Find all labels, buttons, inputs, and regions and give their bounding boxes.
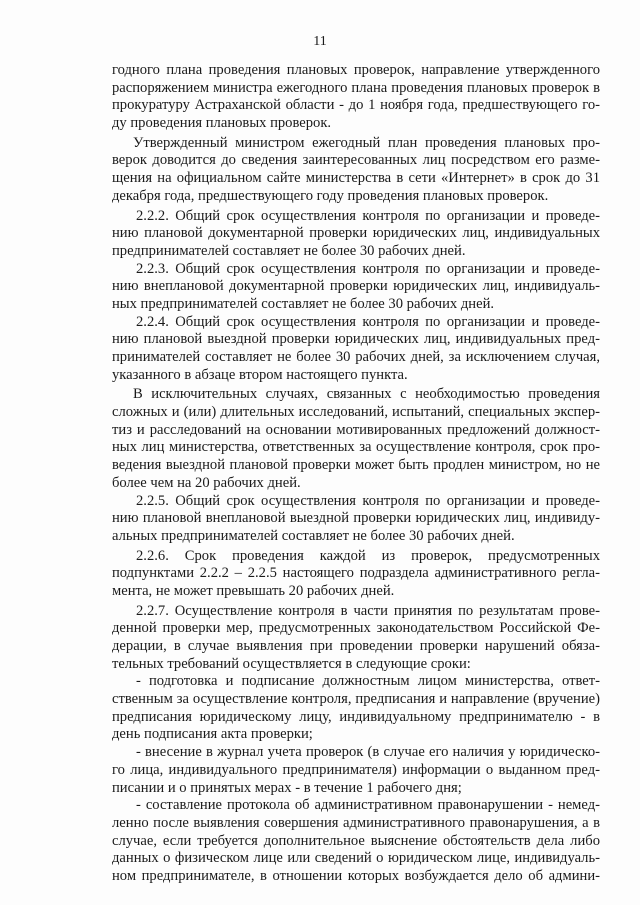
text-line: ственным за осуществление контроля, предписания и направление (вручение) [112,691,600,708]
text-line: Утвержденный министром ежегодный план проведения плановых про- [133,134,600,151]
text-line: тиз и расследований на основании мотивированных предложений должност- [112,421,600,438]
text-line: годного плана проведения плановых проверок, направление утвержденного [112,62,600,78]
text-line: декабря года, предшествующего году проведения плановых проверок. [112,187,549,204]
text-line: нию внеплановой документарной проверки юридических лиц, индивидуаль- [112,278,600,295]
text-line: данных о физическом лице или сведений о юридическом лице, индивидуаль- [112,850,600,867]
text-line: ных лиц министерства, ответственных за осуществление контроля, срок про- [112,439,600,456]
text-line: щения на официальном сайте министерства в сети «Интернет» в срок до 31 [112,170,600,187]
text-line: предпринимателей составляет не более 30 рабочих дней. [112,242,466,259]
text-line: 2.2.4. Общий срок осуществления контроля по организации и проведе- [136,313,600,330]
text-line: случае, если требуется дополнительное выяснение обстоятельств дела либо [112,832,600,849]
text-line: ду проведения плановых проверок. [112,115,332,132]
text-line: 2.2.5. Общий срок осуществления контроля по организации и проведе- [136,492,600,509]
text-line: распоряжением министра ежегодного плана проведения плановых проверок в [112,79,600,96]
text-line: тельных требований осуществляется в следующие сроки: [112,655,471,672]
page-number: 11 [313,34,327,49]
text-line: 2.2.7. Осуществление контроля в части принятия по результатам прове- [136,602,600,619]
text-line: сложных и (или) длительных исследований, испытаний, специальных экспер- [112,404,600,421]
text-line: альных предпринимателей составляет не более 30 рабочих дней. [112,527,515,544]
text-line: В исключительных случаях, связанных с необходимостью проведения [133,386,600,403]
text-line: принимателей составляет не более 30 рабочих дней, за исключением случая, [112,349,600,365]
text-line: дерации, в случае выявления при проведении проверки нарушений обяза- [112,638,600,654]
text-line: денной проверки мер, предусмотренных законодательством Российской Фе- [112,620,600,637]
text-line: ведения выездной плановой проверки может быть продлен министром, но не [112,457,600,474]
text-line: ленно после выявления совершения административного правонарушения, а в [112,814,600,831]
text-line: - внесение в журнал учета проверок (в случае его наличия у юридическо- [136,744,600,761]
text-line: 2.2.6. Срок проведения каждой из проверок, предусмотренных [136,547,600,564]
text-line: го лица, индивидуального предпринимателя) информации о выданном пред- [112,761,600,778]
text-line: день подписания акта проверки; [112,726,313,743]
text-line: 2.2.2. Общий срок осуществления контроля по организации и проведе- [136,207,600,224]
text-line: мента, не может превышать 20 рабочих дней. [112,582,395,599]
text-line: прокуратуру Астраханской области - до 1 ноября года, предшествующего го- [112,97,600,114]
text-line: подпунктами 2.2.2 – 2.2.5 настоящего подраздела административного регла- [112,565,600,582]
text-line: писании и о принятых мерах - в течение 1 рабочего дня; [112,779,462,796]
text-line: ных предпринимателей составляет не более 30 рабочих дней. [112,295,495,312]
text-line: верок доводится до сведения заинтересованных лиц посредством его разме- [112,152,600,169]
text-line: нию плановой документарной проверки юридических лиц, индивидуальных [112,225,600,242]
text-line: 2.2.3. Общий срок осуществления контроля по организации и проведе- [136,260,600,277]
text-line: ном предпринимателе, в отношении которых возбуждается дело об админи- [112,867,600,884]
text-line: указанного в абзаце втором настоящего пункта. [112,366,408,383]
page-body [112,62,600,886]
text-line: нию плановой внеплановой выездной проверки юридических лиц, индивиду- [112,510,600,527]
text-line: - составление протокола об административном правонарушении - немед- [136,797,600,814]
text-line: - подготовка и подписание должностным лицом министерства, ответ- [136,673,600,690]
text-line: предписания юридическому лицу, индивидуальному предпринимателю - в [112,708,600,725]
text-line: более чем на 20 рабочих дней. [112,474,301,491]
text-line: нию плановой выездной проверки юридических лиц, индивидуальных пред- [112,331,600,348]
